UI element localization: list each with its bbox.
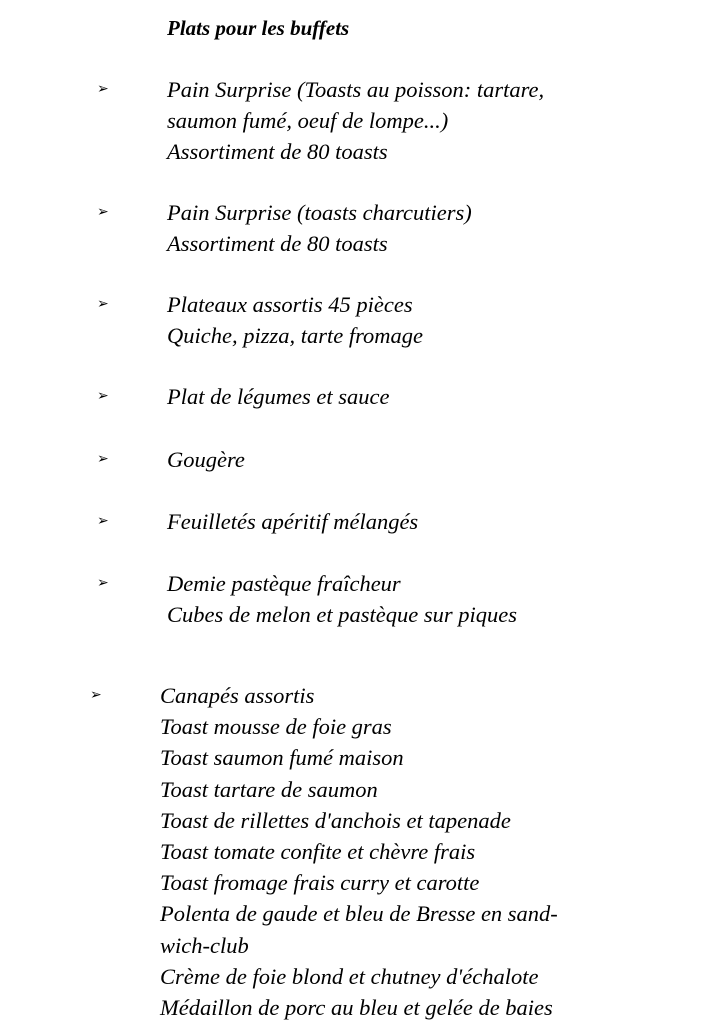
list-item-line: Polenta de gaude et bleu de Bresse en sand- (160, 901, 558, 927)
arrow-bullet-icon: ➢ (90, 687, 102, 703)
list-item-line: Crème de foie blond et chutney d'échalote (160, 963, 539, 989)
arrow-bullet-icon: ➢ (97, 81, 109, 97)
page-title: Plats pour les buffets (167, 16, 350, 40)
list-item-text (167, 74, 544, 168)
list-item-line: Demie pastèque fraîcheur (167, 571, 401, 596)
list-item-line: wich-club (160, 932, 249, 958)
list-item-line: Pain Surprise (Toasts au poisson: tartare, (167, 77, 545, 102)
list-item-line: Toast saumon fumé maison (160, 745, 404, 771)
list-item-line: Plat de légumes et sauce (167, 384, 390, 409)
list-item-line: Assortiment de 80 toasts (167, 139, 388, 165)
list-item-text (167, 506, 418, 537)
list-item-line: Quiche, pizza, tarte fromage (167, 323, 424, 349)
list-item-text (167, 568, 517, 630)
list-item-line: Toast mousse de foie gras (160, 714, 392, 740)
list-item-line: Assortiment de 80 toasts (167, 231, 388, 257)
list-item-line: Cubes de melon et pastèque sur piques (167, 602, 517, 628)
arrow-bullet-icon: ➢ (97, 388, 109, 404)
arrow-bullet-icon: ➢ (97, 204, 109, 220)
list-item-line: Toast tomate confite et chèvre frais (160, 838, 476, 864)
list-item-text (167, 289, 423, 351)
list-item-line: Toast de rillettes d'anchois et tapenade (160, 807, 511, 833)
list-item-line: Médaillon de porc au bleu et gelée de baies (160, 994, 553, 1020)
list-item-line: Pain Surprise (toasts charcutiers) (167, 200, 472, 225)
list-item-line: Gougère (167, 447, 245, 472)
list-item-line: Feuilletés apéritif mélangés (167, 509, 419, 534)
list-item-line: Canapés assortis (160, 683, 315, 708)
arrow-bullet-icon: ➢ (97, 575, 109, 591)
list-item-line: Toast tartare de saumon (160, 776, 378, 802)
list-item-line: Toast fromage frais curry et carotte (160, 870, 480, 896)
list-item-line: Plateaux assortis 45 pièces (167, 292, 413, 317)
list-item-line: saumon fumé, oeuf de lompe...) (167, 108, 449, 134)
list-item-text (167, 381, 389, 412)
arrow-bullet-icon: ➢ (97, 296, 109, 312)
list-item-text (167, 197, 472, 259)
arrow-bullet-icon: ➢ (97, 513, 109, 529)
list-item-text (167, 444, 245, 475)
list-item-text (160, 680, 558, 1023)
arrow-bullet-icon: ➢ (97, 451, 109, 467)
